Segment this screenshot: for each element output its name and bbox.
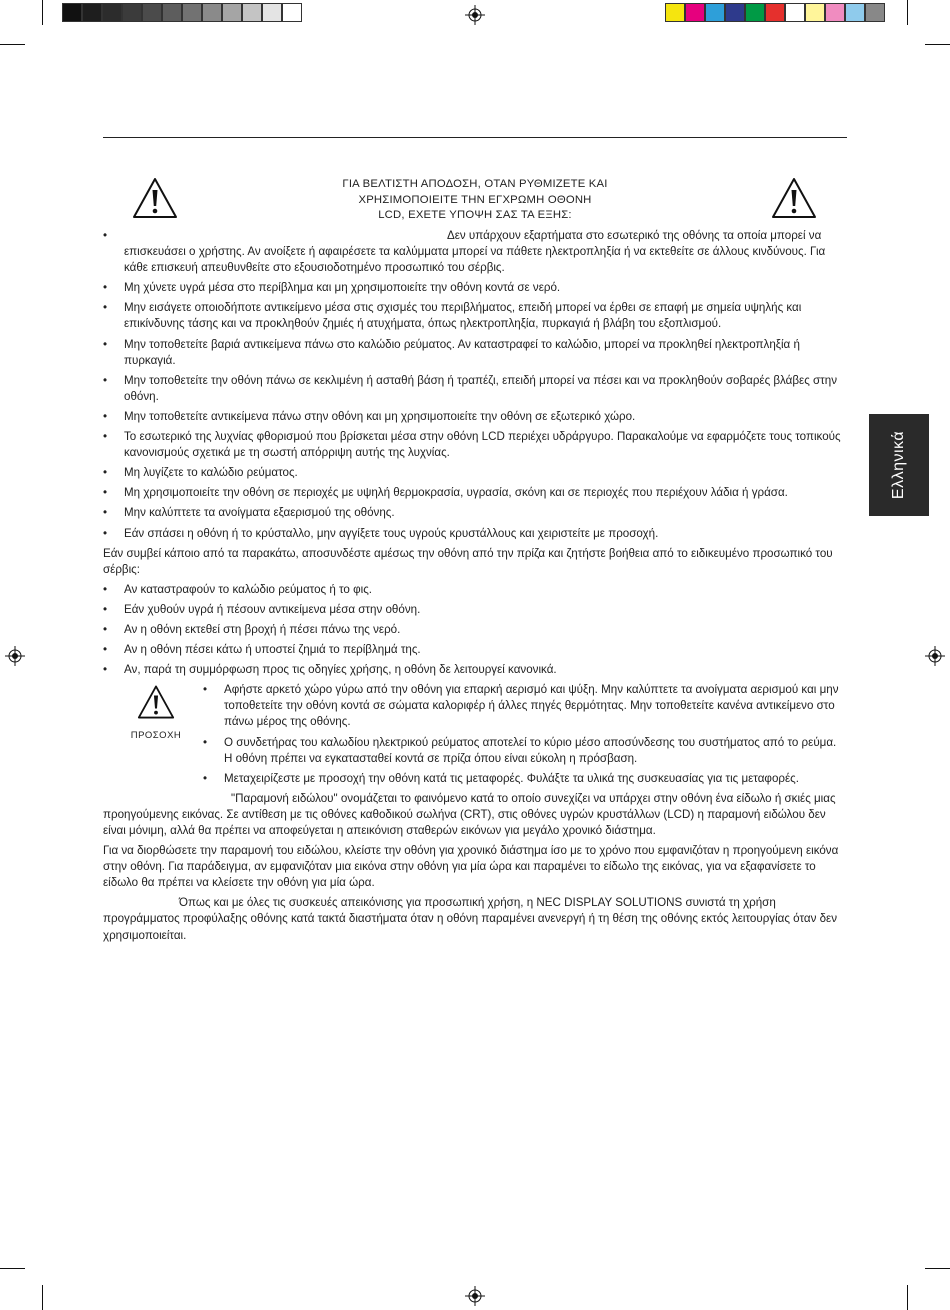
list-item: • Μην τοποθετείτε την οθόνη πάνω σε κεκλιμένη ή ασταθή βάση ή τραπέζι, επειδή μπορεί να πέσει και να προκληθούν σοβαρές βλάβες στην οθόνη. (103, 373, 847, 405)
color-swatch (282, 3, 302, 22)
color-swatch (82, 3, 102, 22)
color-swatch (785, 3, 805, 22)
list-item: • Αφήστε αρκετό χώρο γύρω από την οθόνη για επαρκή αερισμό και ψύξη. Μην καλύπτετε τα ανοίγματα αερισμού και μην τοποθετείτε την οθόνη κοντά σε σώματα καλοριφέρ ή άλλες πηγές θερμότητας. Μην τοποθετείτε κανένα αντικείμενο στο πάνω μέρος της οθόνης. (203, 682, 847, 730)
crop-mark (0, 44, 25, 45)
list-item: • Το εσωτερικό της λυχνίας φθορισμού που βρίσκεται μέσα στην οθόνη LCD περιέχει υδράργυρο. Παρακαλούμε να εφαρμόζετε τους τοπικούς κανονισμούς σχετικά με τη σωστή απόρριψη αυτής της λυχνίας. (103, 429, 847, 461)
service-list (103, 582, 847, 678)
color-swatch (242, 3, 262, 22)
color-swatch (62, 3, 82, 22)
warning-icon (131, 176, 179, 220)
color-strip (665, 3, 885, 22)
heading-line: ΓΙΑ ΒΕΛΤΙΣΤΗ ΑΠΟΔΟΣΗ, ΟΤΑΝ ΡΥΘΜΙΖΕΤΕ ΚΑΙ (342, 178, 608, 190)
list-item: • Δεν υπάρχουν εξαρτήματα στο εσωτερικό της οθόνης τα οποία μπορεί να επισκευάσει ο χρήστης. Αν ανοίξετε ή αφαιρέσετε τα καλύμματα μπορεί να πάθετε ηλεκτροπληξία ή να εκτεθείτε σε άλλους κινδύνους. Για κάθε επισκευή απευθυνθείτε στο εξουσιοδοτημένο προσωπικό του σέρβις. (103, 228, 847, 276)
crop-mark (0, 1268, 25, 1269)
color-swatch (122, 3, 142, 22)
list-item: • Μη χρησιμοποιείτε την οθόνη σε περιοχές με υψηλή θερμοκρασία, υγρασία, σκόνη και σε περιοχές που περιέχουν λάδια ή γράσα. (103, 485, 847, 501)
caution-label: ΠΡΟΣΟΧΗ (130, 730, 182, 742)
list-item: • Αν η οθόνη εκτεθεί στη βροχή ή πέσει πάνω της νερό. (103, 622, 847, 638)
list-item: • Αν η οθόνη πέσει κάτω ή υποστεί ζημιά το περίβλημά της. (103, 642, 847, 658)
image-persistence-paragraph: "Παραμονή ειδώλου" ονομάζεται το φαινόμενο κατά το οποίο συνεχίζει να υπάρχει στην οθόνη ένα είδωλο ή σκιές μιας προηγούμενης εικόνας. Σε αντίθεση με τις οθόνες καθοδικού σωλήνα (CRT), στις οθόνες υγρών κρυστάλλων (LCD) η παραμονή ειδώλου δεν είναι μόνιμη, αλλά θα πρέπει να αποφεύγεται η απεικόνιση σταθερών εικόνων για μεγάλο χρονικό διάστημα. (103, 791, 836, 837)
registration-mark-icon (5, 646, 25, 666)
caution-block (103, 682, 847, 787)
heading-line: LCD, ΕΧΕΤΕ ΥΠΟΨΗ ΣΑΣ ΤΑ ΕΞΗΣ: (378, 209, 572, 222)
color-swatch (725, 3, 745, 22)
color-swatch (142, 3, 162, 22)
color-swatch (825, 3, 845, 22)
list-item: • Αν καταστραφούν το καλώδιο ρεύματος ή το φις. (103, 582, 847, 598)
language-tab-label: Ελληνικά (890, 430, 907, 500)
color-swatch (765, 3, 785, 22)
color-swatch (222, 3, 242, 22)
list-item: • Εάν χυθούν υγρά ή πέσουν αντικείμενα μέσα στην οθόνη. (103, 602, 847, 618)
list-item: • Εάν σπάσει η οθόνη ή το κρύσταλλο, μην αγγίξετε τους υγρούς κρυστάλλους και χειριστείτε με προσοχή. (103, 526, 847, 542)
registration-mark-icon (465, 5, 485, 25)
color-swatch (805, 3, 825, 22)
crop-mark (925, 44, 950, 45)
crop-mark (42, 0, 43, 25)
list-item: • Μην τοποθετείτε βαριά αντικείμενα πάνω στο καλώδιο ρεύματος. Αν καταστραφεί το καλώδιο, μπορεί να προκληθεί ηλεκτροπληξία ή πυρκαγιά. (103, 337, 847, 369)
main-content (103, 228, 847, 948)
color-swatch (865, 3, 885, 22)
registration-mark-icon (925, 646, 945, 666)
registration-mark-icon (465, 1286, 485, 1306)
list-item: • Μη λυγίζετε το καλώδιο ρεύματος. (103, 465, 847, 481)
service-intro: Εάν συμβεί κάποιο από τα παρακάτω, αποσυνδέστε αμέσως την οθόνη από την πρίζα και ζητήστε βοήθεια από το ειδικευμένο προσωπικό του σέρβις: (103, 546, 833, 576)
crop-mark (42, 1285, 43, 1310)
color-swatch (745, 3, 765, 22)
color-swatch (202, 3, 222, 22)
header-rule (103, 137, 847, 138)
heading-line: ΧΡΗΣΙΜΟΠΟΙΕΙΤΕ ΤΗΝ ΕΓΧΡΩΜΗ ΟΘΟΝΗ (358, 193, 592, 206)
color-swatch (182, 3, 202, 22)
fix-paragraph: Για να διορθώσετε την παραμονή του ειδώλου, κλείστε την οθόνη για χρονικό διάστημα ίσο με το χρόνο που εμφανιζόταν η προηγούμενη εικόνα στην οθόνη. Για παράδειγμα, αν εμφανιζόταν μια εικόνα στην οθόνη για μία ώρα και παραμένει το είδωλο της εικόνας, για να εξαφανίσετε το είδωλο θα πρέπει να κλείσετε την οθόνη για μία ώρα. (103, 844, 839, 890)
color-swatch (705, 3, 725, 22)
crop-mark (925, 1268, 950, 1269)
list-item: • Μην τοποθετείτε αντικείμενα πάνω στην οθόνη και μη χρησιμοποιείτε την οθόνη σε εξωτερικό χώρο. (103, 409, 847, 425)
list-item: • Αν, παρά τη συμμόρφωση προς τις οδηγίες χρήσης, η οθόνη δε λειτουργεί κανονικά. (103, 662, 847, 678)
color-swatch (162, 3, 182, 22)
caution-icon (136, 684, 176, 720)
safety-list (103, 228, 847, 542)
list-item: • Μη χύνετε υγρά μέσα στο περίβλημα και μη χρησιμοποιείτε την οθόνη κοντά σε νερό. (103, 280, 847, 296)
color-swatch (685, 3, 705, 22)
language-tab (869, 414, 929, 516)
color-swatch (102, 3, 122, 22)
crop-mark (907, 0, 908, 25)
color-swatch (262, 3, 282, 22)
nec-paragraph: Όπως και με όλες τις συσκευές απεικόνισης για προσωπική χρήση, η NEC DISPLAY SOLUTIONS συνιστά τη χρήση προγράμματος προφύλαξης οθόνης κατά τακτά διαστήματα όταν η οθόνη παραμένει ανενεργή ή τη θέση της οθόνης εκτός λειτουργίας όταν δεν χρησιμοποιείται. (103, 896, 838, 942)
color-swatch (845, 3, 865, 22)
color-swatch (665, 3, 685, 22)
list-item: • Μεταχειρίζεστε με προσοχή την οθόνη κατά τις μεταφορές. Φυλάξτε τα υλικά της συσκευασίας για τις μεταφορές. (203, 771, 847, 787)
list-item: • Ο συνδετήρας του καλωδίου ηλεκτρικού ρεύματος αποτελεί το κύριο μέσο αποσύνδεσης του συστήματος από το ρεύμα. Η οθόνη πρέπει να εγκατασταθεί κοντά σε πρίζα όπου είναι εύκολη η πρόσβαση. (203, 735, 847, 767)
grayscale-strip (62, 3, 302, 22)
list-item: • Μην καλύπτετε τα ανοίγματα εξαερισμού της οθόνης. (103, 505, 847, 521)
list-item: • Μην εισάγετε οποιοδήποτε αντικείμενο μέσα στις σχισμές του περιβλήματος, επειδή μπορεί να έρθει σε επαφή με σημεία υψηλής και επικίνδυνης τάσης και να προκληθούν ζημιές ή ατυχήματα, όπως ηλεκτροπληξία, πυρκαγιά ή βλάβη του εξοπλισμού. (103, 300, 847, 332)
section-heading (268, 177, 682, 224)
crop-mark (907, 1285, 908, 1310)
caution-badge (125, 684, 187, 744)
caution-list (203, 682, 847, 787)
warning-icon (770, 176, 818, 220)
